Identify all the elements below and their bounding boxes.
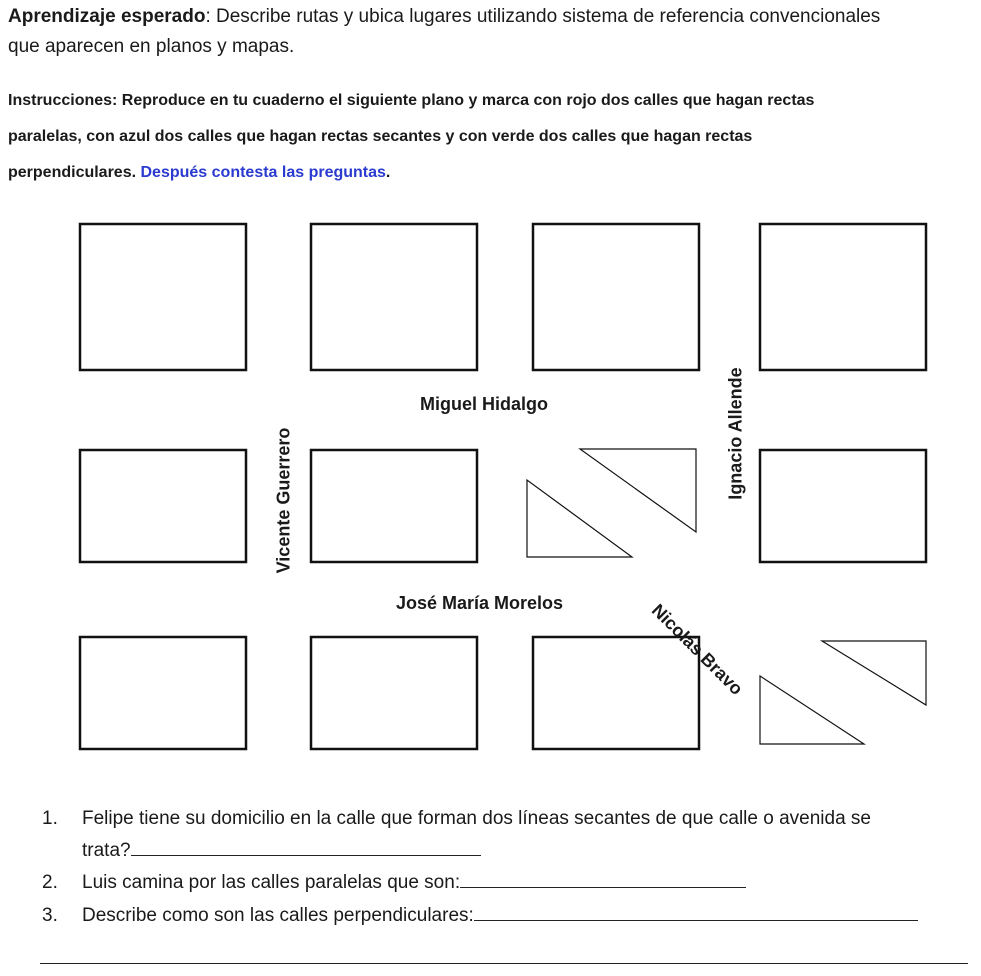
question-1 (42, 806, 871, 832)
instructions-line-1: Instrucciones: Reproduce en tu cuaderno el siguiente plano y marca con rojo dos calles que hagan rectas (8, 92, 815, 109)
street-label-miguel-hidalgo: Miguel Hidalgo (420, 394, 548, 414)
learning-objective-text: : Describe rutas y ubica lugares utilizando sistema de referencia convencionales (205, 6, 881, 27)
block-r3-c1 (80, 637, 246, 749)
question-3-text: Describe como son las calles perpendiculares: (82, 905, 474, 926)
block-triangle-lower-left (527, 480, 632, 557)
block-r2-c4 (760, 450, 926, 562)
block-r1-c4 (760, 224, 926, 370)
block-triangle-bravo-upper (822, 641, 926, 705)
answer-blank-3[interactable] (474, 902, 918, 921)
block-r3-c3 (533, 637, 699, 749)
street-label-vicente-guerrero: Vicente Guerrero (273, 427, 294, 574)
answer-blank-2[interactable] (460, 869, 746, 888)
block-r3-c2 (311, 637, 477, 749)
street-label-ignacio-allende: Ignacio Allende (725, 367, 746, 500)
learning-objective-label: Aprendizaje esperado (8, 6, 206, 27)
block-r2-c2 (311, 450, 477, 562)
block-triangle-upper-right (580, 449, 696, 532)
block-r1-c1 (80, 224, 246, 370)
question-2 (42, 869, 746, 896)
question-1-text: Felipe tiene su domicilio en la calle que forman dos líneas secantes de que calle o avenida se (82, 808, 871, 829)
instructions-line-3-text: perpendiculares. (8, 164, 141, 181)
street-label-nicolas-bravo: Nicolás Bravo (647, 600, 747, 700)
question-1-number: 1. (42, 808, 58, 829)
question-2-text: Luis camina por las calles paralelas que son: (82, 872, 461, 893)
street-label-jose-maria-morelos: José María Morelos (396, 593, 564, 613)
learning-objective-continued: que aparecen en planos y mapas. (8, 36, 295, 57)
question-1-text-2: trata? (82, 840, 131, 861)
block-triangle-bravo-lower (760, 676, 864, 744)
block-r1-c3 (533, 224, 699, 370)
instructions-period: . (385, 164, 391, 181)
instructions-line-2: paralelas, con azul dos calles que hagan rectas secantes y con verde dos calles que hagan rectas (8, 128, 753, 145)
answer-blank-extra-line[interactable] (40, 963, 968, 964)
question-2-number: 2. (42, 872, 58, 893)
answer-blank-1[interactable] (131, 837, 481, 856)
block-r2-c1 (80, 450, 246, 562)
question-1-continued (82, 837, 481, 864)
block-r1-c2 (311, 224, 477, 370)
question-3-number: 3. (42, 905, 58, 926)
instructions-highlight: Después contesta las preguntas (140, 164, 386, 181)
question-3 (42, 902, 918, 929)
